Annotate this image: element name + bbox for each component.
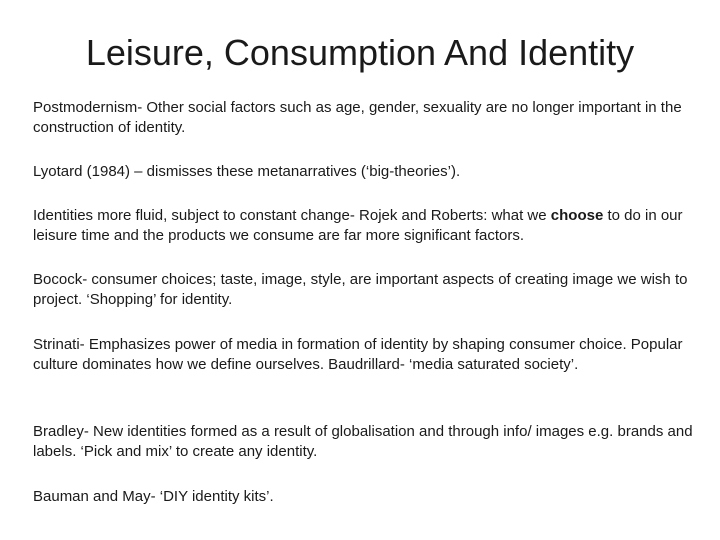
paragraph-lyotard: Lyotard (1984) – dismisses these metanarratives (‘big-theories’). <box>33 163 461 180</box>
slide-title: Leisure, Consumption And Identity <box>85 32 635 73</box>
paragraph-identities-fluid-text-end: to do in our leisure time and the products we consume are far more significant factors. <box>33 207 683 244</box>
paragraph-postmodernism: Postmodernism- Other social factors such as age, gender, sexuality are no longer important in the construction of identity. <box>33 99 682 136</box>
paragraph-identities-fluid <box>33 206 693 246</box>
paragraph-bocock: Bocock- consumer choices; taste, image, style, are important aspects of creating image we wish to project. ‘Shopping’ for identity. <box>33 271 688 308</box>
paragraph-strinati: Strinati- Emphasizes power of media in formation of identity by shaping consumer choice. Popular culture dominates how we define ourselves. Baudrillard- ‘media saturated society’. <box>33 336 683 373</box>
paragraph-bradley: Bradley- New identities formed as a result of globalisation and through info/ images e.g. brands and labels. ‘Pick and mix’ to create any identity. <box>33 423 693 460</box>
paragraph-identities-fluid-text-start: Identities more fluid, subject to constant change- Rojek and Roberts: what we <box>33 207 551 224</box>
paragraph-bauman-may: Bauman and May- ‘DIY identity kits’. <box>33 488 274 505</box>
emphasis-choose: choose <box>550 207 604 224</box>
